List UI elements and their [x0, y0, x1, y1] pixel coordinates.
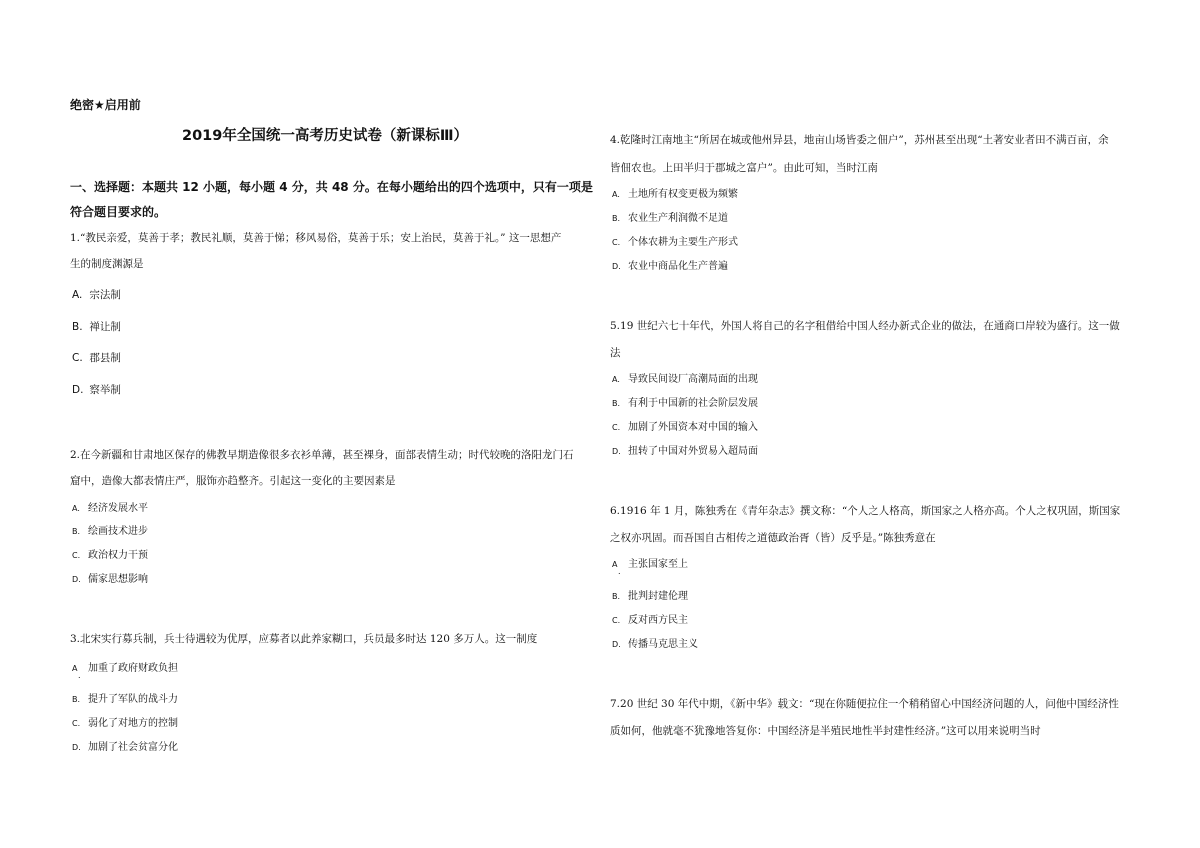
question-3-stem-line-1: 3.北宋实行募兵制，兵士待遇较为优厚，应募者以此养家糊口，兵员最多时达 120 多万人。这一制度 — [70, 633, 538, 645]
option-letter: D. — [612, 640, 621, 649]
option-letter: A. — [72, 289, 83, 301]
confidential-label: 绝密★启用前 — [70, 98, 141, 112]
option-letter: A — [72, 664, 78, 673]
question-6-option-d[interactable] — [612, 635, 698, 650]
option-mark: . — [618, 567, 621, 576]
question-4-option-a[interactable] — [612, 185, 738, 200]
option-letter: C. — [612, 238, 621, 247]
option-letter: C. — [72, 551, 81, 560]
option-text: 加剧了外国资本对中国的输入 — [628, 422, 758, 433]
option-letter: C. — [612, 616, 621, 625]
option-text: 察举制 — [89, 384, 121, 396]
option-letter: D. — [72, 743, 81, 752]
option-text: 加剧了社会贫富分化 — [88, 742, 178, 753]
option-letter: D. — [612, 447, 621, 456]
option-text: 扭转了中国对外贸易入超局面 — [628, 446, 758, 457]
option-letter: B. — [612, 214, 621, 223]
option-text: 儒家思想影响 — [88, 574, 148, 585]
question-6-option-c[interactable] — [612, 611, 688, 626]
option-letter: A — [612, 560, 618, 569]
option-text: 郡县制 — [89, 352, 121, 364]
option-letter: B. — [72, 527, 81, 536]
option-letter: C. — [612, 423, 621, 432]
exam-title: 2019年全国统一高考历史试卷（新课标Ⅲ） — [182, 128, 469, 144]
question-2-stem-line-1: 2.在今新疆和甘肃地区保存的佛教早期造像很多衣衫单薄，甚至裸身，面部表情生动；时代较晚的洛阳龙门石 — [70, 449, 574, 461]
option-letter: D. — [72, 384, 84, 396]
option-letter: A. — [72, 504, 80, 513]
question-6-option-b[interactable] — [612, 587, 688, 602]
question-2-option-b[interactable] — [72, 522, 148, 537]
question-1-stem-line-1: 1.“教民亲爱，莫善于孝；教民礼顺，莫善于悌；移风易俗，莫善于乐；安上治民，莫善于礼。” 这一思想产 — [70, 232, 562, 244]
question-7-stem-line-2: 质如何，他就毫不犹豫地答复你：中国经济是半殖民地性半封建性经济。”这可以用来说明当时 — [610, 725, 1041, 737]
question-2-stem-line-2: 窟中，造像大都表情庄严，服饰亦趋整齐。引起这一变化的主要因素是 — [70, 475, 396, 487]
question-4-option-c[interactable] — [612, 233, 738, 248]
question-2-option-c[interactable] — [72, 546, 148, 561]
option-letter: B. — [72, 321, 83, 333]
question-1-option-b[interactable] — [72, 319, 121, 334]
option-text: 主张国家至上 — [628, 559, 688, 570]
option-text: 农业生产利润微不足道 — [628, 213, 728, 224]
question-1-option-a[interactable] — [72, 287, 121, 302]
option-text: 导致民间设厂高潮局面的出现 — [628, 374, 758, 385]
question-5-option-d[interactable] — [612, 442, 758, 457]
question-1-option-c[interactable] — [72, 350, 121, 365]
option-text: 弱化了对地方的控制 — [88, 718, 178, 729]
option-text: 有利于中国新的社会阶层发展 — [628, 398, 758, 409]
option-text: 加重了政府财政负担 — [88, 663, 178, 674]
question-2-option-d[interactable] — [72, 570, 148, 585]
question-5-stem-line-2: 法 — [610, 347, 621, 359]
option-text: 批判封建伦理 — [628, 591, 688, 602]
section-heading-line-1: 一、选择题：本题共 12 小题，每小题 4 分，共 48 分。在每小题给出的四个选项中，只有一项是 — [70, 180, 593, 194]
option-text: 绘画技术进步 — [88, 526, 148, 537]
option-text: 农业中商品化生产普遍 — [628, 261, 728, 272]
question-3-option-c[interactable] — [72, 714, 178, 729]
option-letter: B. — [612, 592, 621, 601]
question-5-option-c[interactable] — [612, 418, 758, 433]
question-3-option-b[interactable] — [72, 690, 178, 705]
question-3-option-a[interactable] — [72, 659, 178, 674]
option-text: 提升了军队的战斗力 — [88, 694, 178, 705]
question-5-option-b[interactable] — [612, 394, 758, 409]
question-4-option-b[interactable] — [612, 209, 728, 224]
option-letter: C. — [72, 719, 81, 728]
option-letter: A. — [612, 375, 620, 384]
question-6-stem-line-2: 之权亦巩固。而吾国自古相传之道德政治胥（皆）反乎是。”陈独秀意在 — [610, 532, 936, 544]
question-4-stem-line-2: 皆佃农也。上田半归于郡城之富户”。由此可知，当时江南 — [610, 162, 878, 174]
option-text: 禅让制 — [89, 321, 121, 333]
option-letter: D. — [612, 262, 621, 271]
option-text: 传播马克思主义 — [628, 639, 698, 650]
option-text: 政治权力干预 — [88, 550, 148, 561]
option-letter: B. — [72, 695, 81, 704]
question-4-stem-line-1: 4.乾隆时江南地主“所居在城或他州异县，地亩山场皆委之佃户”，苏州甚至出现“土著安业者田不满百亩，余 — [610, 134, 1109, 146]
question-1-stem-line-2: 生的制度渊源是 — [70, 258, 144, 270]
option-letter: D. — [72, 575, 81, 584]
question-7-stem-line-1: 7.20 世纪 30 年代中期，《新中华》载文：“现在你随便拉住一个稍稍留心中国经济问题的人，问他中国经济性 — [610, 698, 1119, 710]
option-text: 土地所有权变更极为频繁 — [628, 189, 738, 200]
question-6-option-a[interactable] — [612, 555, 688, 570]
question-4-option-d[interactable] — [612, 257, 728, 272]
section-heading-line-2: 符合题目要求的。 — [70, 205, 167, 219]
option-letter: A. — [612, 190, 620, 199]
question-3-option-d[interactable] — [72, 738, 178, 753]
question-5-stem-line-1: 5.19 世纪六七十年代，外国人将自己的名字租借给中国人经办新式企业的做法，在通商口岸较为盛行。这一做 — [610, 320, 1120, 332]
question-6-stem-line-1: 6.1916 年 1 月，陈独秀在《青年杂志》撰文称：“个人之人格高，斯国家之人格亦高。个人之权巩固，斯国家 — [610, 505, 1121, 517]
question-2-option-a[interactable] — [72, 499, 148, 514]
question-1-option-d[interactable] — [72, 382, 121, 397]
option-letter: B. — [612, 399, 621, 408]
option-mark: . — [78, 671, 81, 680]
option-text: 经济发展水平 — [88, 503, 148, 514]
question-5-option-a[interactable] — [612, 370, 758, 385]
option-text: 宗法制 — [89, 289, 121, 301]
option-text: 反对西方民主 — [628, 615, 688, 626]
option-text: 个体农耕为主要生产形式 — [628, 237, 738, 248]
option-letter: C. — [72, 352, 83, 364]
